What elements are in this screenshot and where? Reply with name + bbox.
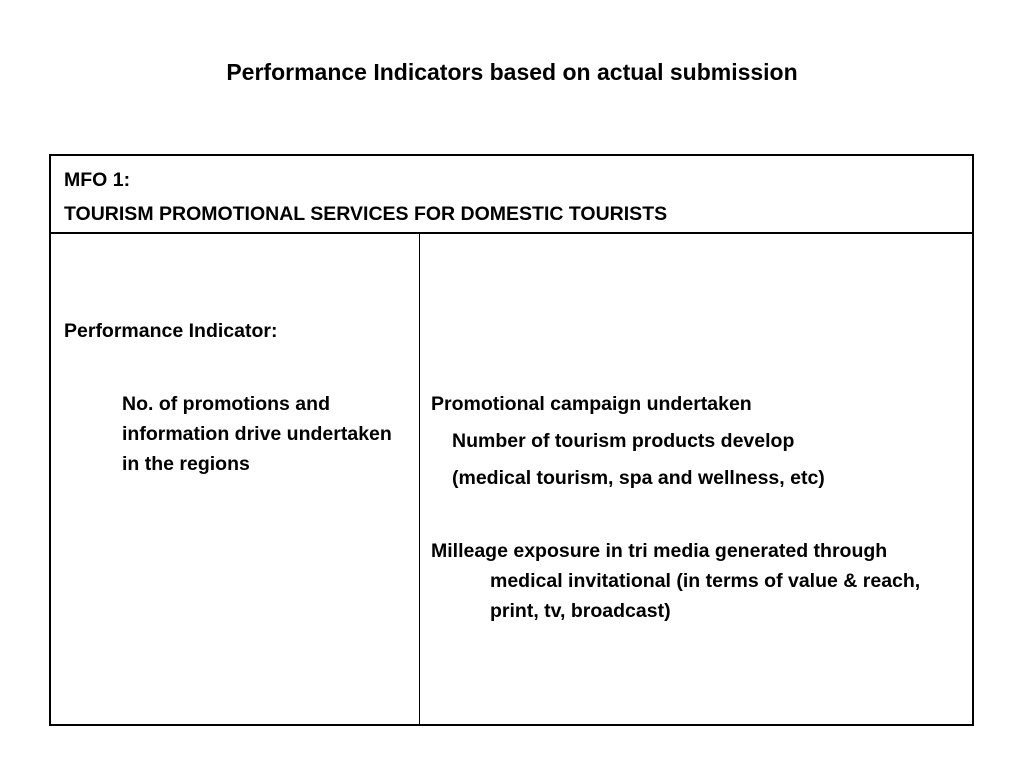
table-header-cell	[51, 156, 972, 234]
column-divider	[419, 234, 420, 724]
campaign-block	[431, 389, 961, 493]
products-examples-line: (medical tourism, spa and wellness, etc)	[452, 467, 825, 489]
performance-table	[49, 154, 974, 726]
slide-title: Performance Indicators based on actual submission	[226, 59, 798, 85]
products-line: Number of tourism products develop	[452, 430, 795, 452]
performance-indicator-label: Performance Indicator:	[64, 320, 278, 342]
mfo-title: TOURISM PROMOTIONAL SERVICES FOR DOMESTIC TOURISTS	[64, 203, 668, 225]
campaign-line: Promotional campaign undertaken	[431, 393, 752, 415]
mfo-number: MFO 1:	[64, 169, 131, 191]
performance-indicator-text: No. of promotions and information drive undertaken in the regions	[122, 393, 392, 475]
milleage-text: Milleage exposure in tri media generated through medical invitational (in terms of value & reach, print, tv, broadcast)	[431, 540, 921, 622]
